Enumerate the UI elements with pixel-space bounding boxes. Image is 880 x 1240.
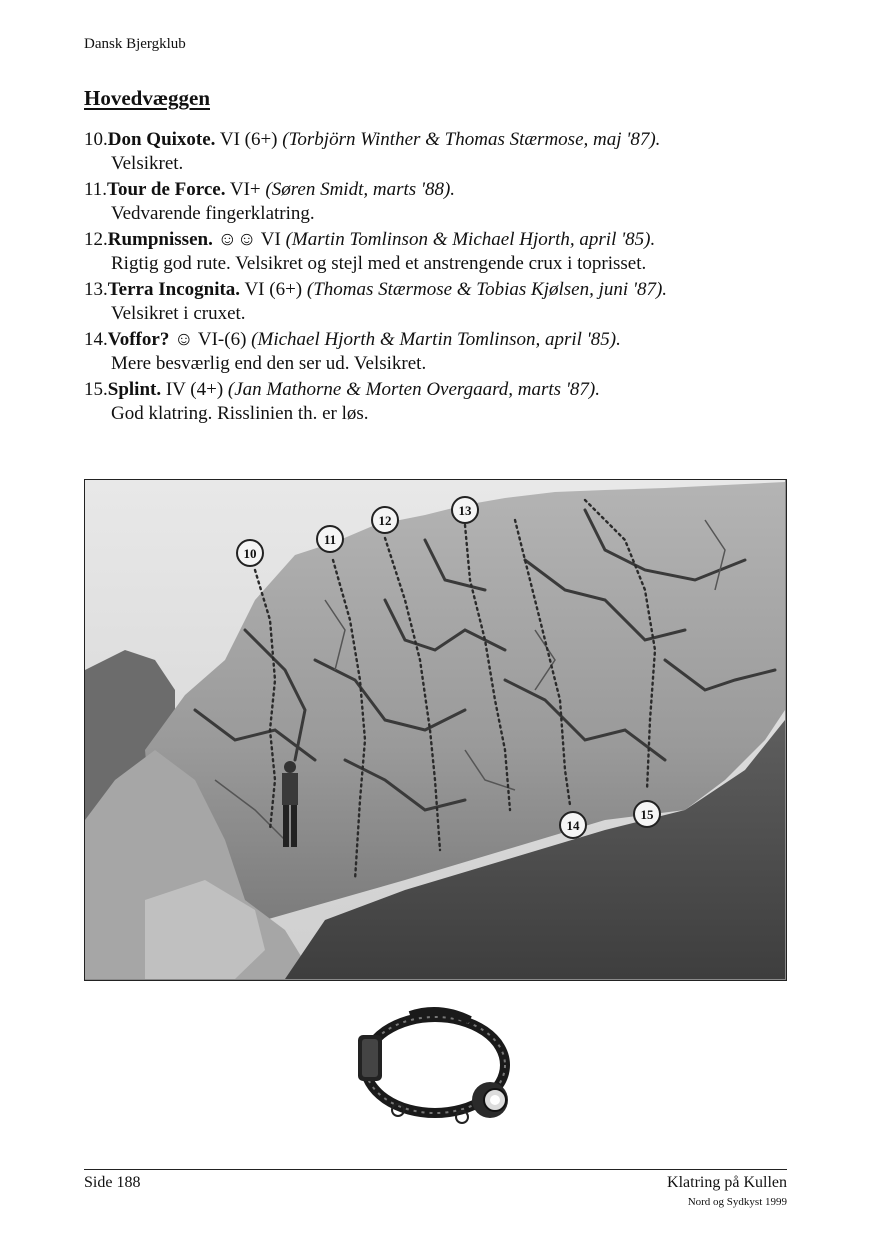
route-marker-11 <box>317 526 343 552</box>
crag-photo <box>84 479 787 981</box>
route-grade: VI (6+) <box>215 129 283 150</box>
svg-text:15: 15 <box>640 807 654 822</box>
route-grade: VI (6+) <box>240 279 307 300</box>
section-title: Hovedvæggen <box>84 86 210 110</box>
route-name: Voffor? <box>107 329 170 350</box>
svg-text:12: 12 <box>378 513 392 528</box>
route-number: 10. <box>84 129 108 150</box>
route-note: Velsikret i cruxet. <box>111 303 246 324</box>
route-name: Tour de Force. <box>107 179 226 200</box>
route-note: Rigtig god rute. Velsikret og stejl med et anstrengende crux i toprisset. <box>111 253 647 274</box>
svg-text:11: 11 <box>323 532 337 547</box>
route-name: Rumpnissen. <box>107 229 213 250</box>
route-grade: VI+ <box>225 179 266 200</box>
route-note: Velsikret. <box>111 153 184 174</box>
route-note: Vedvarende fingerklatring. <box>111 203 315 224</box>
route-name: Don Quixote. <box>107 129 216 150</box>
route-marker-13 <box>452 497 478 523</box>
page-number: Side 188 <box>84 1174 141 1191</box>
route-grade: ☺ VI-(6) <box>169 329 252 350</box>
route-marker-10 <box>237 540 263 566</box>
route-number: 11. <box>84 179 108 200</box>
route-credit: (Thomas Stærmose & Tobias Kjølsen, juni '87). <box>306 279 668 300</box>
route-item <box>84 328 804 376</box>
route-item <box>84 128 804 176</box>
route-note: God klatring. Risslinien th. er løs. <box>111 403 369 424</box>
svg-text:13: 13 <box>458 503 472 518</box>
route-number: 15. <box>84 379 108 400</box>
route-grade: ☺☺ VI <box>212 229 286 250</box>
route-item <box>84 378 804 426</box>
route-item <box>84 228 804 276</box>
route-credit: (Søren Smidt, marts '88). <box>265 179 456 200</box>
route-credit: (Torbjörn Winther & Thomas Stærmose, maj '87). <box>282 129 661 150</box>
route-marker-15 <box>634 801 660 827</box>
svg-text:14: 14 <box>566 818 580 833</box>
footer-divider <box>84 1169 787 1170</box>
book-title: Klatring på Kullen <box>667 1174 787 1191</box>
route-credit: (Martin Tomlinson & Michael Hjorth, april '85). <box>285 229 656 250</box>
route-marker-14 <box>560 812 586 838</box>
route-number: 12. <box>84 229 108 250</box>
route-list <box>84 128 804 428</box>
book-subtitle: Nord og Sydkyst 1999 <box>687 1196 787 1208</box>
route-item <box>84 178 804 226</box>
headlamp-illustration <box>350 1005 515 1130</box>
route-item <box>84 278 804 326</box>
route-credit: (Jan Mathorne & Morten Overgaard, marts '87). <box>227 379 600 400</box>
route-credit: (Michael Hjorth & Martin Tomlinson, april '85). <box>251 329 621 350</box>
route-grade: IV (4+) <box>161 379 228 400</box>
route-note: Mere besværlig end den ser ud. Velsikret. <box>111 353 427 374</box>
route-marker-12 <box>372 507 398 533</box>
route-name: Terra Incognita. <box>107 279 241 300</box>
header-org: Dansk Bjergklub <box>84 36 186 52</box>
route-number: 14. <box>84 329 108 350</box>
route-name: Splint. <box>107 379 162 400</box>
svg-text:10: 10 <box>243 546 257 561</box>
route-number: 13. <box>84 279 108 300</box>
